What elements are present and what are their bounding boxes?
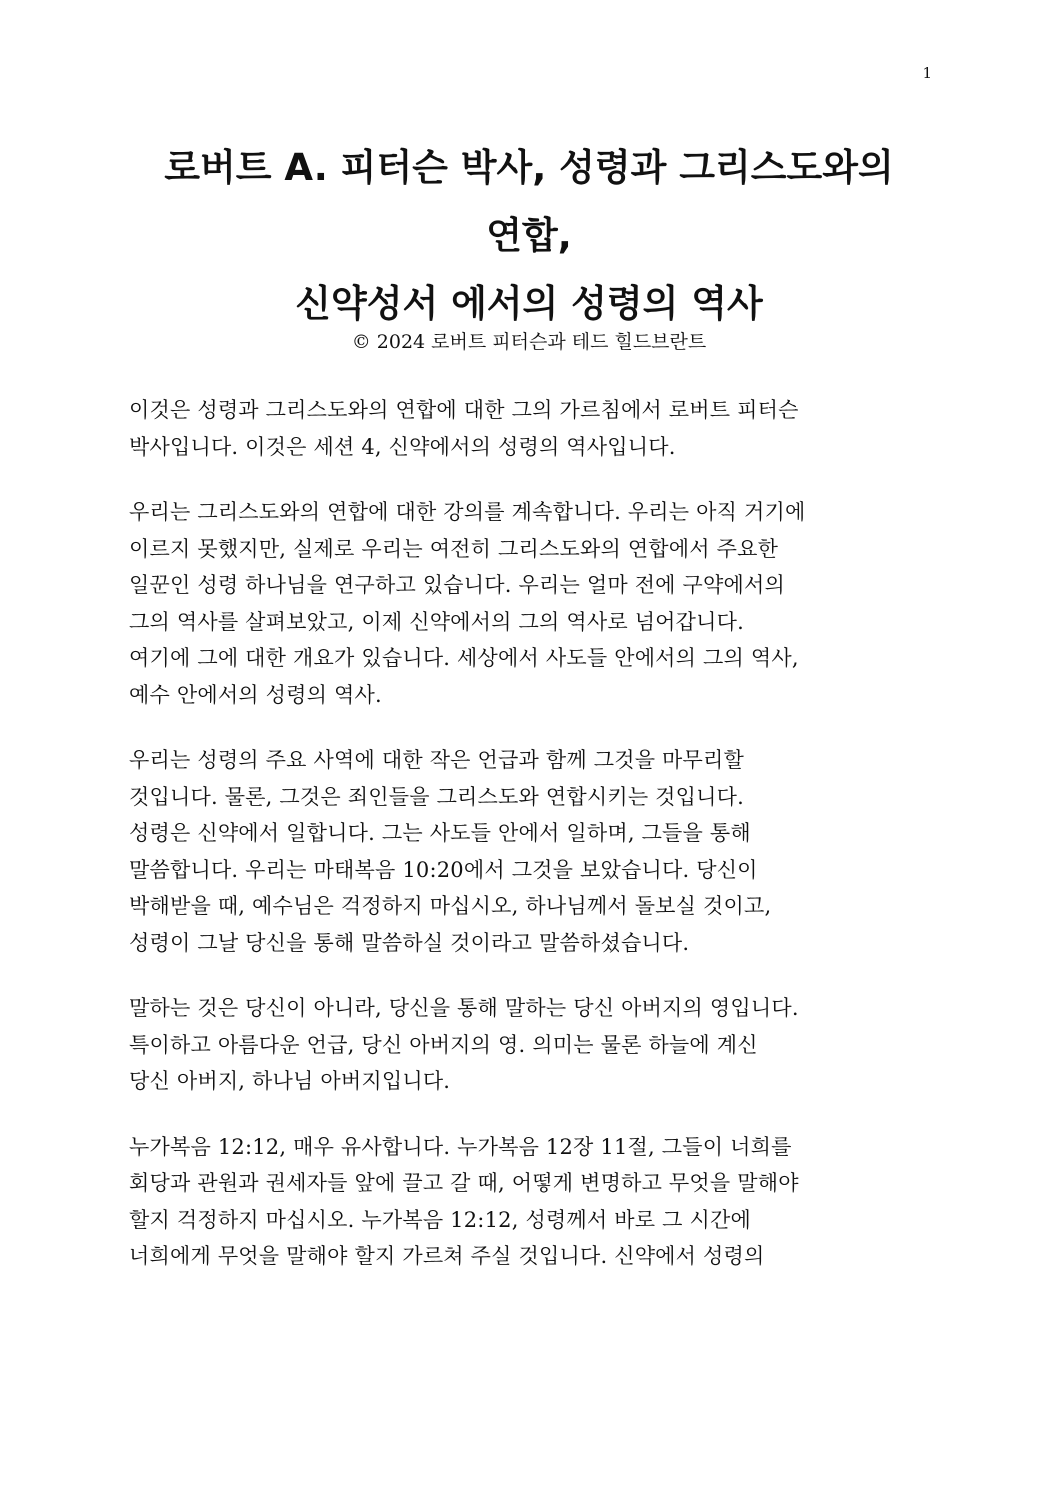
paragraph (129, 392, 929, 465)
document-title (100, 134, 958, 338)
paragraph (129, 1129, 929, 1275)
text-line: 할지 걱정하지 마십시오. 누가복음 12:12, 성령께서 바로 그 시간에 (129, 1207, 751, 1232)
title-line: 신약성서 에서의 성령의 역사 (295, 282, 763, 325)
text-line: 당신 아버지, 하나님 아버지입니다. (129, 1069, 451, 1093)
paragraph (129, 990, 929, 1100)
title-line: 로버트 A. 피터슨 박사, 성령과 그리스도와의 (164, 146, 894, 189)
text-line: 박해받을 때, 예수님은 걱정하지 마십시오, 하나님께서 돌보실 것이고, (129, 894, 772, 918)
text-line: 여기에 그에 대한 개요가 있습니다. 세상에서 사도들 안에서의 그의 역사, (129, 646, 799, 670)
text-line: 것입니다. 물론, 그것은 죄인들을 그리스도와 연합시키는 것입니다. (129, 784, 744, 809)
text-line: 말하는 것은 당신이 아니라, 당신을 통해 말하는 당신 아버지의 영입니다. (129, 996, 799, 1020)
text-line: 특이하고 아름다운 언급, 당신 아버지의 영. 의미는 물론 하늘에 계신 (129, 1032, 758, 1057)
text-line: 누가복음 12:12, 매우 유사합니다. 누가복음 12장 11절, 그들이 너희를 (129, 1134, 792, 1159)
text-line: 우리는 성령의 주요 사역에 대한 작은 언급과 함께 그것을 마무리할 (129, 748, 744, 772)
copyright-notice: © 2024 로버트 피터슨과 테드 힐드브란트 (351, 331, 707, 353)
title-line: 연합, (486, 214, 572, 257)
text-line: 우리는 그리스도와의 연합에 대한 강의를 계속합니다. 우리는 아직 거기에 (129, 500, 806, 524)
text-line: 예수 안에서의 성령의 역사. (129, 682, 382, 707)
text-line: 일꾼인 성령 하나님을 연구하고 있습니다. 우리는 얼마 전에 구약에서의 (129, 573, 785, 597)
text-line: 이르지 못했지만, 실제로 우리는 여전히 그리스도와의 연합에서 주요한 (129, 536, 779, 561)
text-line: 너희에게 무엇을 말해야 할지 가르쳐 주실 것입니다. 신약에서 성령의 (129, 1244, 765, 1268)
text-line: 회당과 관원과 권세자들 앞에 끌고 갈 때, 어떻게 변명하고 무엇을 말해야 (129, 1171, 799, 1195)
page-number: 1 (922, 64, 932, 82)
text-line: 성령은 신약에서 일합니다. 그는 사도들 안에서 일하며, 그들을 통해 (129, 821, 751, 845)
text-line: 이것은 성령과 그리스도와의 연합에 대한 그의 가르침에서 로버트 피터슨 (129, 398, 799, 422)
text-line: 말씀합니다. 우리는 마태복음 10:20에서 그것을 보았습니다. 당신이 (129, 857, 758, 882)
document-body (129, 392, 929, 1304)
paragraph (129, 494, 929, 713)
text-line: 박사입니다. 이것은 세션 4, 신약에서의 성령의 역사입니다. (129, 434, 676, 459)
text-line: 성령이 그날 당신을 통해 말씀하실 것이라고 말씀하셨습니다. (129, 930, 690, 955)
text-line: 그의 역사를 살펴보았고, 이제 신약에서의 그의 역사로 넘어갑니다. (129, 609, 744, 634)
paragraph (129, 742, 929, 961)
